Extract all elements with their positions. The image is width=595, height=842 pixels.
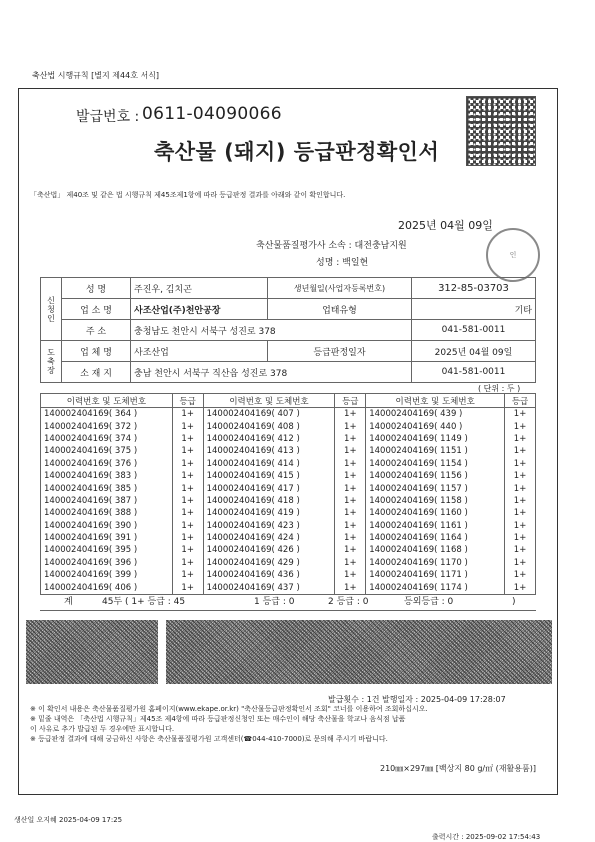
grade-cell: 1+ [335,495,366,507]
grade-cell: 1+ [172,557,203,569]
note-line: ※ 밑줄 내역은 「축산법 시행규칙」제45조 제4항에 따라 등급판정신청인 또는 매수인이 해당 축산물을 학교나 음식점 납품 [30,715,406,723]
grade-cell: 1+ [172,408,203,421]
grade-cell: 1+ [335,557,366,569]
trace-number: 140002404169( 413 ) [203,445,335,457]
table-row [41,569,536,581]
grade-cell: 1+ [335,470,366,482]
table-row [41,495,536,507]
official-seal: 인 [486,228,540,282]
slaughter-name-label: 업 체 명 [62,341,131,362]
trace-number: 140002404169( 419 ) [203,507,335,519]
trace-number: 140002404169( 436 ) [203,569,335,581]
footer-producer: 생산일 오지혜 2025-04-09 17:25 [14,816,123,824]
col-header: 등급 [335,394,366,408]
trace-number: 140002404169( 399 ) [41,569,173,581]
birth-value: 312-85-03703 [411,278,535,299]
grade-cell: 1+ [172,581,203,593]
grade-cell: 1+ [335,420,366,432]
grade-cell: 1+ [172,520,203,532]
table-row [41,507,536,519]
grade-cell: 1+ [505,495,536,507]
trace-number: 140002404169( 418 ) [203,495,335,507]
summary-other: 등외등급 : 0 [404,597,454,607]
notes [30,704,550,744]
grade-cell: 1+ [505,420,536,432]
slaughter-name-value: 사조산업 [131,341,268,362]
name-value: 주진우, 김치곤 [131,278,268,299]
issue-number: 0611-04090066 [142,104,282,124]
grade-cell: 1+ [172,433,203,445]
trace-number: 140002404169( 364 ) [41,408,173,421]
grade-cell: 1+ [335,581,366,593]
trace-number: 140002404169( 388 ) [41,507,173,519]
statement-text: 「축산법」 제40조 및 같은 법 시행규칙 제45조제1항에 따라 등급판정 결과를 아래와 같이 확인합니다. [30,191,346,199]
grade-cell: 1+ [335,482,366,494]
note-line: ※ 등급판정 결과에 대해 궁금하신 사항은 축산물품질평가원 고객센터(☎044-410-7000)로 문의해 주시기 바랍니다. [30,735,388,743]
print-info: 발급횟수 : 1건 발행일자 : 2025-04-09 17:28:07 [328,695,506,704]
table-row [41,470,536,482]
location-label: 소 재 지 [62,362,131,383]
table-row [41,482,536,494]
trace-number: 140002404169( 1154 ) [366,458,505,470]
trace-number: 140002404169( 412 ) [203,433,335,445]
trace-number: 140002404169( 396 ) [41,557,173,569]
trace-number: 140002404169( 390 ) [41,520,173,532]
summary-total-label: 계 [64,597,73,607]
grade-cell: 1+ [172,532,203,544]
trace-number: 140002404169( 374 ) [41,433,173,445]
trace-number: 140002404169( 1164 ) [366,532,505,544]
trace-number: 140002404169( 1149 ) [366,433,505,445]
table-row [41,420,536,432]
grade-cell: 1+ [335,532,366,544]
footer-print-time: 출력시간 : 2025-09-02 17:54:43 [432,833,541,841]
grade-cell: 1+ [335,408,366,421]
carcass-table [40,393,536,594]
trace-number: 140002404169( 375 ) [41,445,173,457]
col-header: 등급 [505,394,536,408]
grade-cell: 1+ [505,458,536,470]
grade-cell: 1+ [505,408,536,421]
trace-number: 140002404169( 1174 ) [366,581,505,593]
trace-number: 140002404169( 408 ) [203,420,335,432]
trace-number: 140002404169( 1170 ) [366,557,505,569]
col-header: 등급 [172,394,203,408]
grader-name: 성명 : 백일현 [316,258,369,268]
name-label: 성 명 [62,278,131,299]
trace-number: 140002404169( 1168 ) [366,544,505,556]
table-row [41,557,536,569]
grade-cell: 1+ [172,458,203,470]
trace-number: 140002404169( 391 ) [41,532,173,544]
issue-number-label: 발급번호 : [76,109,140,125]
summary-grade1: 1 등급 : 0 [254,597,295,607]
trace-number: 140002404169( 1160 ) [366,507,505,519]
grade-cell: 1+ [335,458,366,470]
trace-number: 140002404169( 437 ) [203,581,335,593]
grade-cell: 1+ [505,507,536,519]
trace-number: 140002404169( 426 ) [203,544,335,556]
summary-grade2: 2 등급 : 0 [328,597,369,607]
grade-cell: 1+ [172,569,203,581]
trace-number: 140002404169( 1158 ) [366,495,505,507]
table-row [41,581,536,593]
summary-total: 45두 ( 1+ 등급 : 45 [102,597,186,607]
grade-cell: 1+ [505,482,536,494]
grade-cell: 1+ [505,445,536,457]
unit-note: ( 단위 : 두 ) [478,384,521,393]
grade-cell: 1+ [335,544,366,556]
security-pattern-left [26,620,158,684]
address-label: 주 소 [62,320,131,341]
trace-number: 140002404169( 440 ) [366,420,505,432]
trace-number: 140002404169( 1157 ) [366,482,505,494]
table-row [41,445,536,457]
table-row [41,520,536,532]
applicant-label: 신청인 [41,278,62,341]
grade-cell: 1+ [505,470,536,482]
birth-label: 생년월일(사업자등록번호) [268,278,412,299]
trace-number: 140002404169( 439 ) [366,408,505,421]
table-header-row [41,394,536,408]
security-barcode [166,620,552,684]
location-value: 충남 천안시 서북구 직산읍 성진로 378 [131,362,412,383]
table-row [41,408,536,421]
paper-size: 210㎜×297㎜ [백상지 80 g/㎡ (재활용품)] [380,764,536,773]
trace-number: 140002404169( 1171 ) [366,569,505,581]
qr-code[interactable] [466,96,536,166]
grade-cell: 1+ [335,433,366,445]
grade-cell: 1+ [335,445,366,457]
trace-number: 140002404169( 407 ) [203,408,335,421]
grade-date-label: 등급판정일자 [268,341,412,362]
col-header: 이력번호 및 도체번호 [41,394,173,408]
trace-number: 140002404169( 395 ) [41,544,173,556]
form-reference: 축산법 시행규칙 [별지 제44호 서식] [32,71,160,80]
note-line: ※ 이 확인서 내용은 축산물품질평가원 홈페이지(www.ekape.or.kr) "축산물등급판정확인서 조회" 코너를 이용하여 조회하십시오. [30,705,428,713]
trace-number: 140002404169( 423 ) [203,520,335,532]
grade-cell: 1+ [505,532,536,544]
issue-date: 2025년 04월 09일 [398,219,493,232]
biz-type-label: 업태유형 [268,299,412,320]
table-row [41,458,536,470]
col-header: 이력번호 및 도체번호 [366,394,505,408]
authority-line: 축산물품질평가사 소속 : 대전충남지원 [256,241,407,251]
grade-cell: 1+ [505,569,536,581]
grade-cell: 1+ [335,569,366,581]
grade-cell: 1+ [172,544,203,556]
page-title: 축산물 (돼지) 등급판정확인서 [154,140,440,164]
grade-cell: 1+ [172,507,203,519]
summary-close: ) [512,597,516,607]
grade-cell: 1+ [505,544,536,556]
applicant-table [40,277,536,383]
grade-cell: 1+ [505,557,536,569]
trace-number: 140002404169( 406 ) [41,581,173,593]
note-line: 이 사유로 추가 발급된 두 경우에만 표시합니다. [30,725,175,733]
biz-type-value: 기타 [411,299,535,320]
table-row [41,532,536,544]
trace-number: 140002404169( 415 ) [203,470,335,482]
grade-cell: 1+ [172,495,203,507]
table-row [41,433,536,445]
trace-number: 140002404169( 424 ) [203,532,335,544]
col-header: 이력번호 및 도체번호 [203,394,335,408]
trace-number: 140002404169( 387 ) [41,495,173,507]
location-phone: 041-581-0011 [411,362,535,383]
grade-cell: 1+ [335,507,366,519]
trace-number: 140002404169( 1151 ) [366,445,505,457]
trace-number: 140002404169( 429 ) [203,557,335,569]
address-value: 충청남도 천안시 서북구 성진로 378 [131,320,412,341]
grade-cell: 1+ [172,482,203,494]
grade-cell: 1+ [505,520,536,532]
trace-number: 140002404169( 1156 ) [366,470,505,482]
trace-number: 140002404169( 383 ) [41,470,173,482]
trace-number: 140002404169( 417 ) [203,482,335,494]
trace-number: 140002404169( 385 ) [41,482,173,494]
trace-number: 140002404169( 372 ) [41,420,173,432]
grade-cell: 1+ [505,433,536,445]
grade-cell: 1+ [172,470,203,482]
address-phone: 041-581-0011 [411,320,535,341]
grade-date-value: 2025년 04월 09일 [411,341,535,362]
trace-number: 140002404169( 1161 ) [366,520,505,532]
grade-cell: 1+ [172,420,203,432]
company-value: 사조산업(주)천안공장 [131,299,268,320]
table-row [41,544,536,556]
shipment-label: 도축장 [41,341,62,383]
company-label: 업 소 명 [62,299,131,320]
grade-cell: 1+ [505,581,536,593]
grade-cell: 1+ [172,445,203,457]
trace-number: 140002404169( 376 ) [41,458,173,470]
summary-row [40,594,536,611]
trace-number: 140002404169( 414 ) [203,458,335,470]
grade-cell: 1+ [335,520,366,532]
